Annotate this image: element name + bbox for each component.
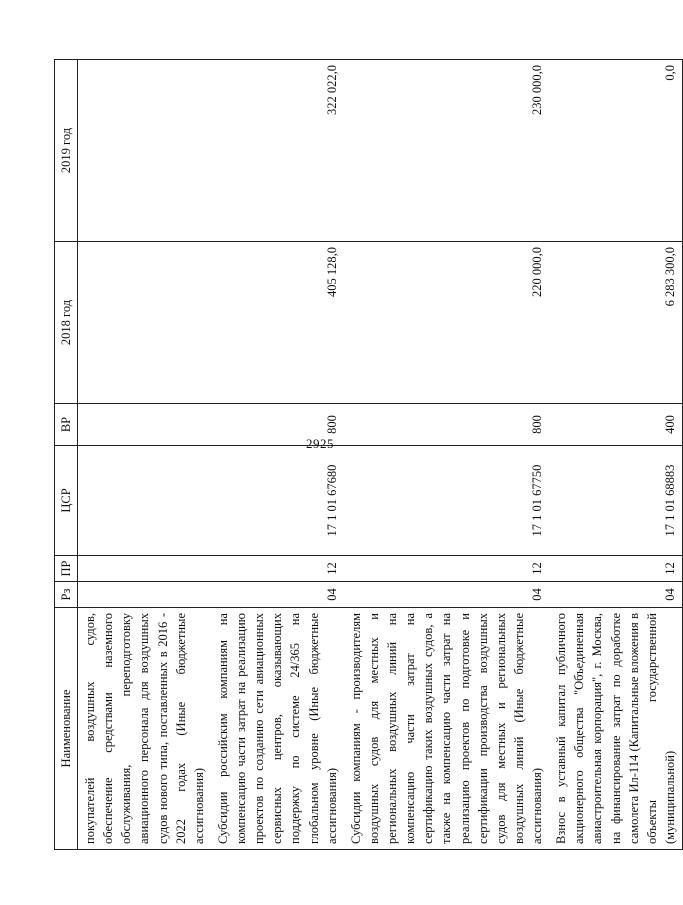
header-pr: ПР [55,556,78,582]
header-rz: Рз [55,582,78,608]
row-csr: 17 1 01 67750 [344,446,549,556]
budget-table [54,59,683,850]
row-vr: 400 [549,404,682,446]
row-vr: 800 [344,404,549,446]
row-2018 [78,242,211,404]
header-vr: ВР [55,404,78,446]
row-name: Субсидии компаниям - производителям воздушных судов для местных и региональных воздушных линий на компенсацию части затрат на сертификацию таких воздушных судов, а также на компенсацию части затрат на реализацию проектов по подготовке и сертификации производства воздушных судов для местных и региональных воздушных линий (Иные бюджетные ассигнования) [344,608,549,850]
row-2019: 322 022,0 [211,60,344,242]
row-2019: 0,0 [549,60,682,242]
row-vr: 800 [211,404,344,446]
row-csr [78,446,211,556]
row-pr: 12 [344,556,549,582]
table-row [78,60,211,850]
row-2019 [78,60,211,242]
row-2018: 6 283 300,0 [549,242,682,404]
row-rz: 04 [549,582,682,608]
row-2018: 405 128,0 [211,242,344,404]
row-name: покупателей воздушных судов, обеспечение средствами наземного обслуживания, переподготовку авиационного персонала для воздушных судов нового типа, поставленных в 2016 - 2022 годах (Иные бюджетные ассигнования) [78,608,211,850]
table-header-row [55,60,78,850]
header-2019: 2019 год [55,60,78,242]
row-name: Взнос в уставный капитал публичного акционерного общества "Объединенная авиастроительная корпорация", г. Москва, на финансирование затрат по доработке самолета Ил-114 (Капитальные вложения в объекты государственной (муниципальной) [549,608,682,850]
page-number: 2925 [306,436,334,451]
row-name: Субсидии российским компаниям на компенсацию части затрат на реализацию проектов по созданию сети авиационных сервисных центров, оказывающих поддержку по системе 24/365 на глобальном уровне (Иные бюджетные ассигнования) [211,608,344,850]
row-pr: 12 [549,556,682,582]
rotated-page [54,60,677,850]
table-row [344,60,549,850]
header-csr: ЦСР [55,446,78,556]
row-2018: 220 000,0 [344,242,549,404]
row-vr [78,404,211,446]
row-rz: 04 [344,582,549,608]
table-row [211,60,344,850]
row-csr: 17 1 01 68883 [549,446,682,556]
row-rz: 04 [211,582,344,608]
table-row [549,60,682,850]
header-name: Наименование [55,608,78,850]
row-csr: 17 1 01 67680 [211,446,344,556]
row-pr: 12 [211,556,344,582]
row-rz [78,582,211,608]
header-2018: 2018 год [55,242,78,404]
row-pr [78,556,211,582]
row-2019: 230 000,0 [344,60,549,242]
